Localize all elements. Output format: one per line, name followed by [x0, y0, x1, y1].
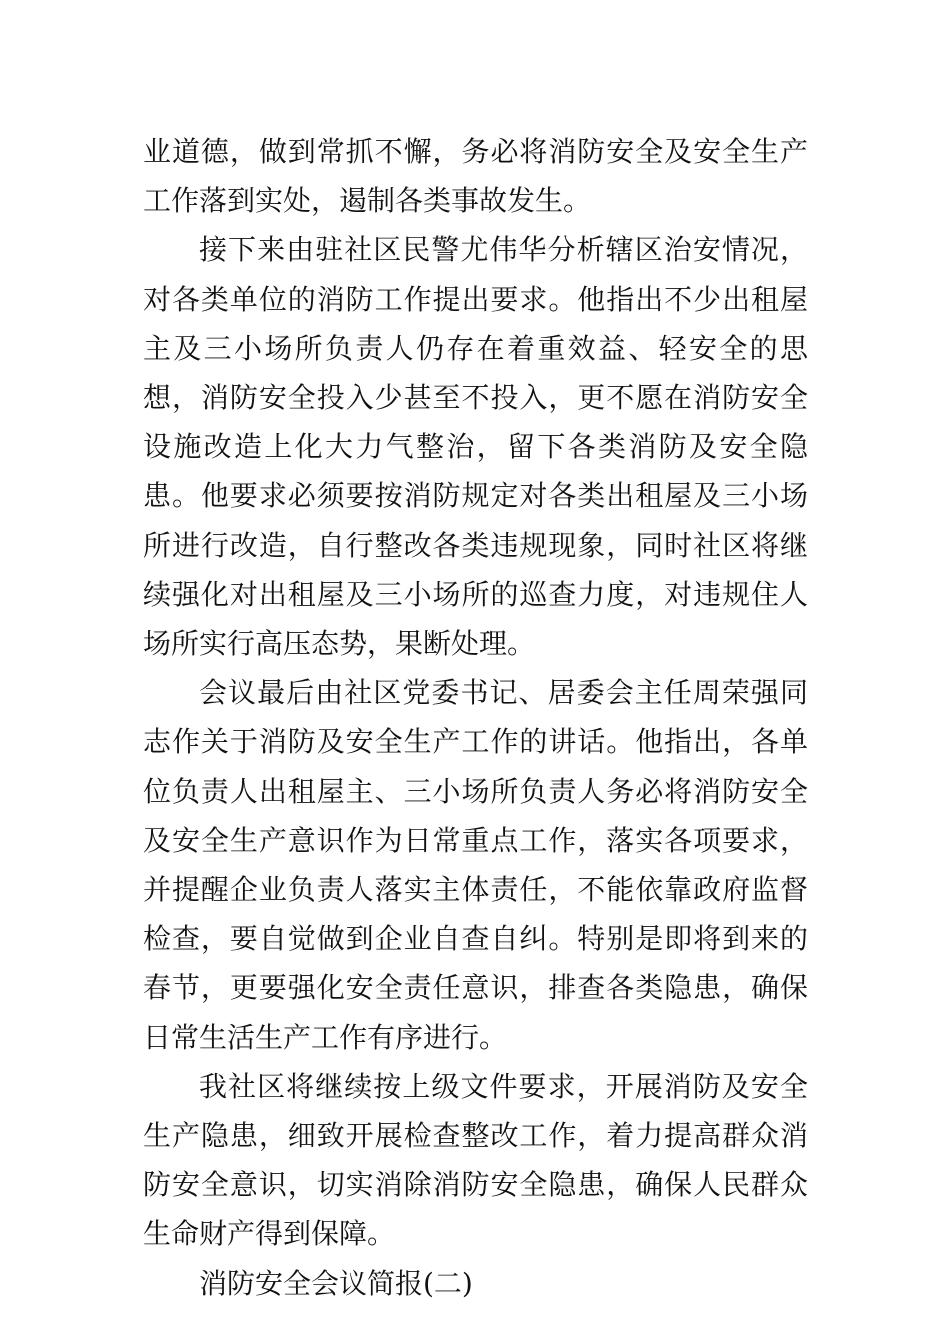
paragraph-secretary-speech: 会议最后由社区党委书记、居委会主任周荣强同志作关于消防及安全生产工作的讲话。他指出，各单位负责人出租屋主、三小场所负责人务必将消防安全及安全生产意识作为日常重点工作，落实各项要求，并提醒企业负责人落实主体责任，不能依靠政府监督检查，要自觉做到企业自查自纠。特别是即将到来的春节，更要强化安全责任意识，排查各类隐患，确保日常生活生产工作有序进行。 [143, 676, 808, 1054]
paragraph-police-report: 接下来由驻社区民警尤伟华分析辖区治安情况，对各类单位的消防工作提出要求。他指出不少出租屋主及三小场所负责人仍存在着重效益、轻安全的思想，消防安全投入少甚至不投入，更不愿在消防安全设施改造上化大力气整治，留下各类消防及安全隐患。他要求必须要按消防规定对各类出租屋及三小场所进行改造，自行整改各类违规现象，同时社区将继续强化对出租屋及三小场所的巡查力度，对违规住人场所实行高压态势，果断处理。 [143, 233, 808, 661]
section-heading: 消防安全会议简报(二) [199, 1266, 473, 1300]
document-body [143, 127, 808, 1308]
paragraph-continuation: 业道德，做到常抓不懈，务必将消防安全及安全生产工作落到实处，遏制各类事故发生。 [143, 135, 808, 218]
paragraph-community-commitment: 我社区将继续按上级文件要求，开展消防及安全生产隐患，细致开展检查整改工作，着力提高群众消防安全意识，切实消除消防安全隐患，确保人民群众生命财产得到保障。 [143, 1069, 808, 1251]
